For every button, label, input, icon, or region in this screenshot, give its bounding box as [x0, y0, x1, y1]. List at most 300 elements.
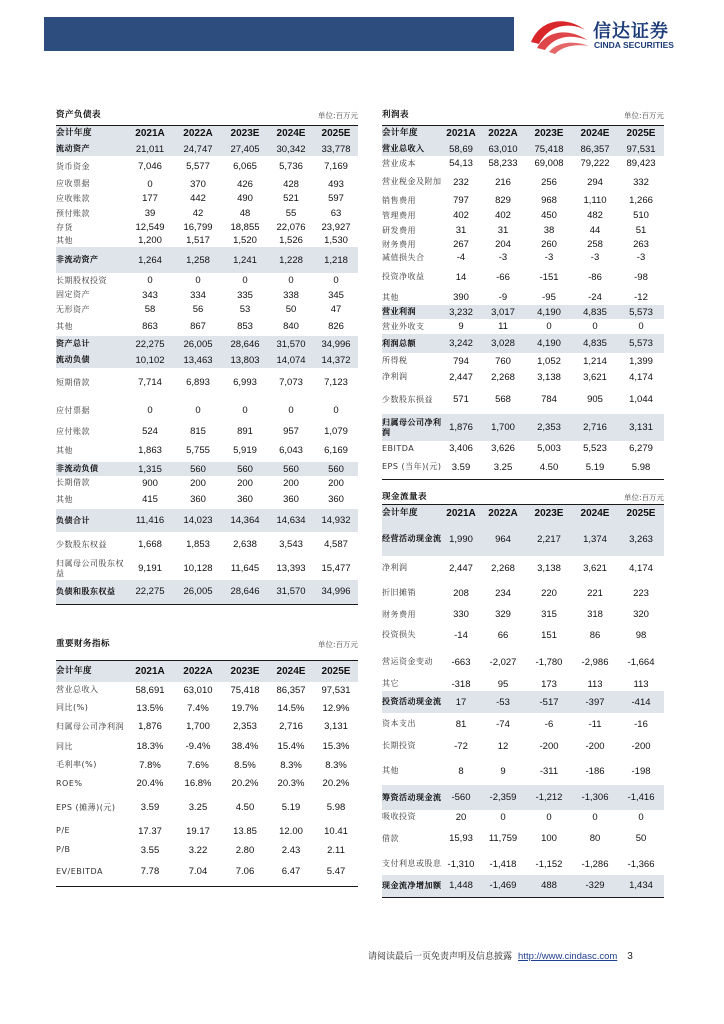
row-value: -311 [539, 765, 559, 777]
table-row [382, 853, 664, 875]
row-value: 267 [453, 239, 469, 250]
row-value: 28,646 [222, 336, 268, 352]
row-value: 2,638 [233, 539, 257, 550]
header-year: 2023E [526, 504, 572, 522]
row-value: -12 [634, 292, 648, 303]
row-value: 493 [328, 178, 344, 190]
table-row [382, 264, 664, 290]
table-row [382, 647, 664, 677]
row-value: 1,448 [442, 875, 480, 897]
row-value: -3 [590, 252, 600, 263]
row-value: 20.3% [277, 778, 305, 789]
row-value: 360 [328, 494, 344, 505]
row-value: 4.50 [526, 456, 572, 479]
header-label: 会计年度 [56, 660, 126, 682]
row-value: 1,863 [138, 445, 162, 456]
header-year: 2025E [314, 125, 358, 142]
table-row [56, 532, 358, 557]
row-value: 332 [633, 176, 649, 188]
table-row [56, 772, 358, 795]
row-value: -53 [480, 691, 526, 713]
table-row [382, 142, 664, 156]
row-value: 24,747 [174, 142, 222, 156]
row-value: 28,646 [222, 580, 268, 604]
row-value: 11,645 [230, 563, 260, 574]
row-value: -329 [572, 875, 618, 897]
row-value: 6,043 [279, 445, 303, 456]
table-row [382, 353, 664, 369]
table-row [382, 456, 664, 479]
row-value: 488 [526, 875, 572, 897]
row-value: 0 [195, 405, 201, 416]
table-row [56, 397, 358, 424]
row-value: 14,364 [222, 509, 268, 532]
table-title: 资产负债表 [56, 106, 268, 125]
row-label: EBITDA [382, 443, 415, 453]
row-label: 应付票据 [56, 405, 90, 415]
row-value: 1,218 [314, 247, 358, 273]
row-value: -98 [634, 271, 648, 283]
row-value: 20.4% [136, 778, 164, 789]
row-value: 234 [495, 587, 511, 599]
row-value: -11 [588, 718, 602, 730]
row-label: 折旧摊销 [382, 588, 416, 597]
table-row [56, 206, 358, 221]
row-label: 应付账款 [56, 426, 90, 436]
table-row [382, 691, 664, 713]
row-value: 50 [635, 833, 647, 844]
row-label: 负债合计 [56, 509, 126, 532]
row-value: 3,242 [442, 334, 480, 353]
row-value: 5,573 [618, 305, 664, 319]
row-value: -3 [544, 252, 554, 263]
row-value: 4,174 [629, 562, 653, 574]
row-label: 其它 [382, 679, 399, 688]
row-label: 营业利润 [382, 305, 442, 319]
row-value: -151 [539, 271, 559, 283]
table-row [382, 785, 664, 810]
row-value: 1,228 [268, 247, 314, 273]
cinda-logo-mark-icon [527, 14, 591, 54]
row-value: 5.19 [572, 456, 618, 479]
row-value: 560 [222, 462, 268, 476]
row-value: 1,520 [233, 235, 257, 246]
row-value: 200 [283, 477, 299, 489]
table-row [382, 824, 664, 853]
row-value: 26,005 [174, 580, 222, 604]
row-value: 200 [237, 477, 253, 489]
row-label: 财务费用 [382, 609, 416, 619]
header-year: 2025E [618, 125, 664, 142]
table-title: 重要财务指标 [56, 630, 268, 660]
row-value: 34,996 [314, 336, 358, 352]
row-value: 177 [142, 193, 158, 204]
row-value: 19.17 [186, 825, 210, 837]
row-value: 7.06 [222, 858, 268, 886]
row-value: 0 [242, 275, 248, 286]
row-value: 853 [237, 321, 253, 332]
row-value: 260 [541, 239, 557, 250]
table-row [56, 177, 358, 191]
cinda-logo [527, 14, 707, 54]
row-value: -1,212 [526, 785, 572, 810]
row-value: 345 [328, 289, 344, 301]
row-value: 63,010 [480, 142, 526, 156]
row-value: 38 [543, 225, 555, 236]
row-value: 15,477 [321, 563, 351, 574]
row-value: 223 [633, 587, 649, 599]
row-value: 1,434 [618, 875, 664, 897]
row-value: 760 [495, 355, 511, 367]
row-value: 905 [587, 394, 603, 405]
row-value: -2,359 [480, 785, 526, 810]
row-value: 2,217 [526, 522, 572, 556]
header-label: 会计年度 [382, 504, 442, 522]
row-label: EV/EBITDA [56, 858, 126, 886]
table-title: 利润表 [382, 106, 572, 125]
row-value: 450 [541, 210, 557, 221]
row-value: 58 [144, 304, 156, 315]
row-value: 13.5% [136, 702, 164, 714]
row-value: 426 [237, 178, 253, 190]
row-value: 98 [635, 629, 647, 641]
row-value: 0 [242, 405, 248, 416]
row-value: 1,200 [138, 235, 162, 246]
row-value: 390 [453, 292, 469, 303]
row-value: 3,626 [491, 443, 515, 454]
row-label: 长期借款 [56, 478, 90, 487]
table-unit: 单位:百万元 [268, 630, 358, 660]
row-value: 34,996 [314, 580, 358, 604]
row-value: 6,065 [233, 161, 257, 172]
row-value: 6,893 [186, 377, 210, 388]
row-value: 89,423 [626, 158, 656, 169]
row-value: 8 [458, 765, 464, 777]
table-header-row [382, 504, 664, 522]
row-value: 7,169 [324, 161, 348, 172]
row-value: 794 [453, 355, 469, 367]
row-value: 8.5% [234, 759, 256, 771]
row-value: 14,023 [174, 509, 222, 532]
row-value: -186 [585, 765, 605, 777]
row-value: 20.2% [322, 778, 350, 789]
row-value: 18.3% [136, 741, 164, 752]
row-value: 23,927 [321, 222, 351, 233]
table-title-row [56, 106, 358, 125]
row-label: 营业总收入 [382, 142, 442, 156]
row-value: 27,405 [222, 142, 268, 156]
row-value: 318 [587, 609, 603, 620]
row-value: 2,447 [449, 371, 473, 383]
header-year: 2022A [480, 125, 526, 142]
key-indicators-table [56, 630, 358, 887]
row-label: 营业外收支 [382, 321, 425, 331]
row-value: 86,357 [572, 142, 618, 156]
row-value: 58,69 [442, 142, 480, 156]
row-value: 13,393 [276, 563, 306, 574]
header-year: 2023E [222, 125, 268, 142]
row-value: 58,691 [135, 684, 165, 696]
row-value: 26,005 [174, 336, 222, 352]
row-value: 12,549 [135, 222, 165, 233]
row-value: 3,138 [537, 562, 561, 574]
row-value: 7.6% [187, 759, 209, 771]
row-label: 流动负债 [56, 352, 126, 368]
row-value: 81 [455, 718, 467, 730]
row-value: 3.22 [188, 844, 208, 856]
table-header-row [382, 125, 664, 142]
row-value: 14,634 [268, 509, 314, 532]
row-label: 净利润 [382, 563, 408, 572]
row-value: 1,530 [324, 235, 348, 246]
row-value: -14 [454, 629, 468, 641]
row-value: 5,577 [186, 161, 210, 172]
row-value: 1,079 [324, 426, 348, 437]
logo-cn-text: 信达证券 [593, 21, 669, 42]
row-value: 17.37 [138, 825, 162, 837]
row-value: 0 [333, 405, 339, 416]
row-label: 经营活动现金流 [382, 522, 442, 556]
row-value: 8.3% [280, 759, 302, 771]
row-label: 筹资活动现金流 [382, 785, 442, 810]
table-row [56, 858, 358, 886]
row-value: 97,531 [618, 142, 664, 156]
header-year: 2021A [126, 660, 174, 682]
row-label: 营业税金及附加 [382, 177, 442, 186]
row-value: 3,017 [480, 305, 526, 319]
row-label: 归属母公司股东权益 [56, 558, 124, 578]
row-value: 100 [541, 833, 557, 844]
header-year: 2021A [442, 125, 480, 142]
row-label: 长期投资 [382, 741, 416, 750]
table-row [56, 221, 358, 234]
row-value: 56 [192, 304, 204, 315]
website-link[interactable]: http://www.cindasc.com [518, 951, 618, 962]
row-value: 20.2% [231, 778, 259, 789]
row-value: 7,123 [324, 377, 348, 388]
row-value: 1,052 [537, 355, 561, 367]
table-unit: 单位:百万元 [572, 492, 664, 504]
row-label: P/E [56, 826, 71, 835]
row-value: 957 [283, 426, 299, 437]
row-value: 7.4% [187, 702, 209, 714]
row-value: 0 [546, 811, 552, 823]
row-value: 97,531 [321, 684, 351, 696]
table-row [382, 369, 664, 385]
row-value: 4,190 [526, 334, 572, 353]
row-value: -2,027 [489, 656, 517, 668]
row-label: 同比 [56, 741, 73, 751]
row-label: 毛利率(%) [56, 760, 97, 769]
row-value: 797 [453, 195, 469, 206]
row-value: 2,268 [491, 371, 515, 383]
row-value: 9 [500, 765, 506, 777]
row-value: 1,517 [186, 235, 210, 246]
row-value: 2,447 [449, 562, 473, 574]
row-value: 402 [453, 210, 469, 221]
row-value: 0 [546, 321, 552, 332]
row-value: 370 [190, 178, 206, 190]
disclaimer-text: 请阅读最后一页免责声明及信息披露 [368, 952, 513, 962]
row-value: -517 [526, 691, 572, 713]
row-value: 0 [147, 405, 153, 416]
row-value: 200 [190, 477, 206, 489]
row-value: 15,93 [449, 833, 473, 844]
row-value: 829 [495, 195, 511, 206]
header-year: 2024E [572, 504, 618, 522]
table-row [382, 251, 664, 264]
row-value: 12.00 [279, 825, 303, 837]
row-value: -66 [496, 271, 510, 283]
row-value: 16,799 [183, 222, 213, 233]
row-value: 2,353 [526, 414, 572, 441]
table-row [382, 334, 664, 353]
row-label: 营业总收入 [56, 685, 99, 694]
row-value: -200 [539, 740, 559, 752]
row-value: 1,315 [126, 462, 174, 476]
row-value: 5,003 [537, 443, 561, 454]
row-label: 投资活动现金流 [382, 691, 442, 713]
row-value: 428 [283, 178, 299, 190]
row-value: 3,263 [618, 522, 664, 556]
cash-flow-table [382, 492, 664, 898]
row-label: 减值损失合 [382, 252, 425, 262]
row-value: -1,366 [627, 858, 655, 870]
row-value: 3,131 [618, 414, 664, 441]
row-label: 资本支出 [382, 719, 416, 728]
header-label: 会计年度 [56, 125, 126, 142]
row-value: 44 [589, 225, 601, 236]
row-value: 5.98 [326, 802, 346, 813]
table-header-row [56, 660, 358, 682]
table-header-row [56, 125, 358, 142]
row-label: 其他 [56, 235, 73, 245]
income-statement-table [382, 106, 664, 480]
row-value: 3.59 [140, 802, 160, 813]
row-value: 4.50 [235, 802, 255, 813]
row-value: 1,990 [442, 522, 480, 556]
row-value: 3,028 [480, 334, 526, 353]
row-value: 220 [541, 587, 557, 599]
row-value: 232 [453, 176, 469, 188]
row-value: 335 [237, 289, 253, 301]
table-row [56, 735, 358, 758]
row-value: 31,570 [268, 580, 314, 604]
row-value: 4,835 [572, 305, 618, 319]
row-value: 510 [633, 210, 649, 221]
header-year: 2024E [572, 125, 618, 142]
row-label: 所得税 [382, 356, 408, 365]
row-value: -1,306 [572, 785, 618, 810]
header-year: 2025E [314, 660, 358, 682]
table-title-row [382, 492, 664, 504]
row-value: 95 [497, 678, 509, 690]
row-value: 0 [288, 275, 294, 286]
row-value: 39 [144, 208, 156, 219]
table-title-row [56, 630, 358, 660]
table-row [56, 718, 358, 735]
header-year: 2021A [126, 125, 174, 142]
row-value: 4,835 [572, 334, 618, 353]
table-row [382, 441, 664, 456]
row-label: 短期借款 [56, 377, 90, 387]
row-value: 58,233 [488, 158, 518, 169]
row-value: 10.41 [324, 825, 348, 837]
row-value: 3.59 [442, 456, 480, 479]
row-value: -414 [618, 691, 664, 713]
row-value: 891 [237, 426, 253, 437]
row-value: -1,469 [480, 875, 526, 897]
row-value: 263 [633, 239, 649, 250]
row-value: 5.98 [618, 456, 664, 479]
row-value: 1,700 [480, 414, 526, 441]
row-value: 14.5% [277, 702, 305, 714]
row-value: 1,258 [174, 247, 222, 273]
table-row [382, 238, 664, 251]
row-label: 其他 [56, 321, 73, 331]
table-row [56, 191, 358, 206]
row-value: 21,011 [126, 142, 174, 156]
row-label: 预付账款 [56, 208, 90, 218]
row-value: 315 [541, 609, 557, 620]
row-label: 支付利息或股息 [382, 859, 442, 868]
row-value: 7,714 [138, 377, 162, 388]
table-row [382, 522, 664, 556]
row-label: EPS (摊薄)(元) [56, 802, 116, 812]
row-value: -9 [498, 292, 508, 303]
row-label: 归属母公司净利润 [56, 721, 124, 731]
row-value: 16.8% [184, 778, 212, 789]
logo-en-text: CINDA SECURITIES [594, 40, 674, 50]
row-value: 0 [592, 321, 598, 332]
table-row [382, 171, 664, 193]
table-row [56, 842, 358, 858]
row-value: 360 [190, 494, 206, 505]
table-row [56, 580, 358, 604]
row-value: 63 [330, 208, 342, 219]
table-row [382, 319, 664, 334]
row-value: 521 [283, 193, 299, 204]
row-value: 22,275 [126, 580, 174, 604]
row-value: 0 [638, 811, 644, 823]
row-value: 13,803 [222, 352, 268, 368]
row-value: -560 [442, 785, 480, 810]
row-value: 48 [239, 208, 251, 219]
row-value: 15.4% [277, 741, 305, 752]
row-value: 17 [442, 691, 480, 713]
row-value: 113 [633, 678, 649, 690]
row-label: 利润总额 [382, 334, 442, 353]
row-value: 964 [480, 522, 526, 556]
row-value: 560 [314, 462, 358, 476]
row-value: 3.25 [480, 456, 526, 479]
table-row [56, 509, 358, 532]
row-value: 1,110 [583, 195, 607, 206]
row-value: 4,190 [526, 305, 572, 319]
row-value: 258 [587, 239, 603, 250]
table-row [382, 414, 664, 441]
row-value: 3,621 [583, 371, 607, 383]
table-row [56, 439, 358, 462]
row-value: 51 [635, 225, 647, 236]
row-value: 442 [190, 193, 206, 204]
row-value: 216 [495, 176, 511, 188]
row-value: 4,587 [324, 539, 348, 550]
row-value: -3 [498, 252, 508, 263]
row-label: 吸收投资 [382, 812, 416, 821]
row-value: 5.19 [281, 802, 301, 813]
row-value: -72 [454, 740, 468, 752]
